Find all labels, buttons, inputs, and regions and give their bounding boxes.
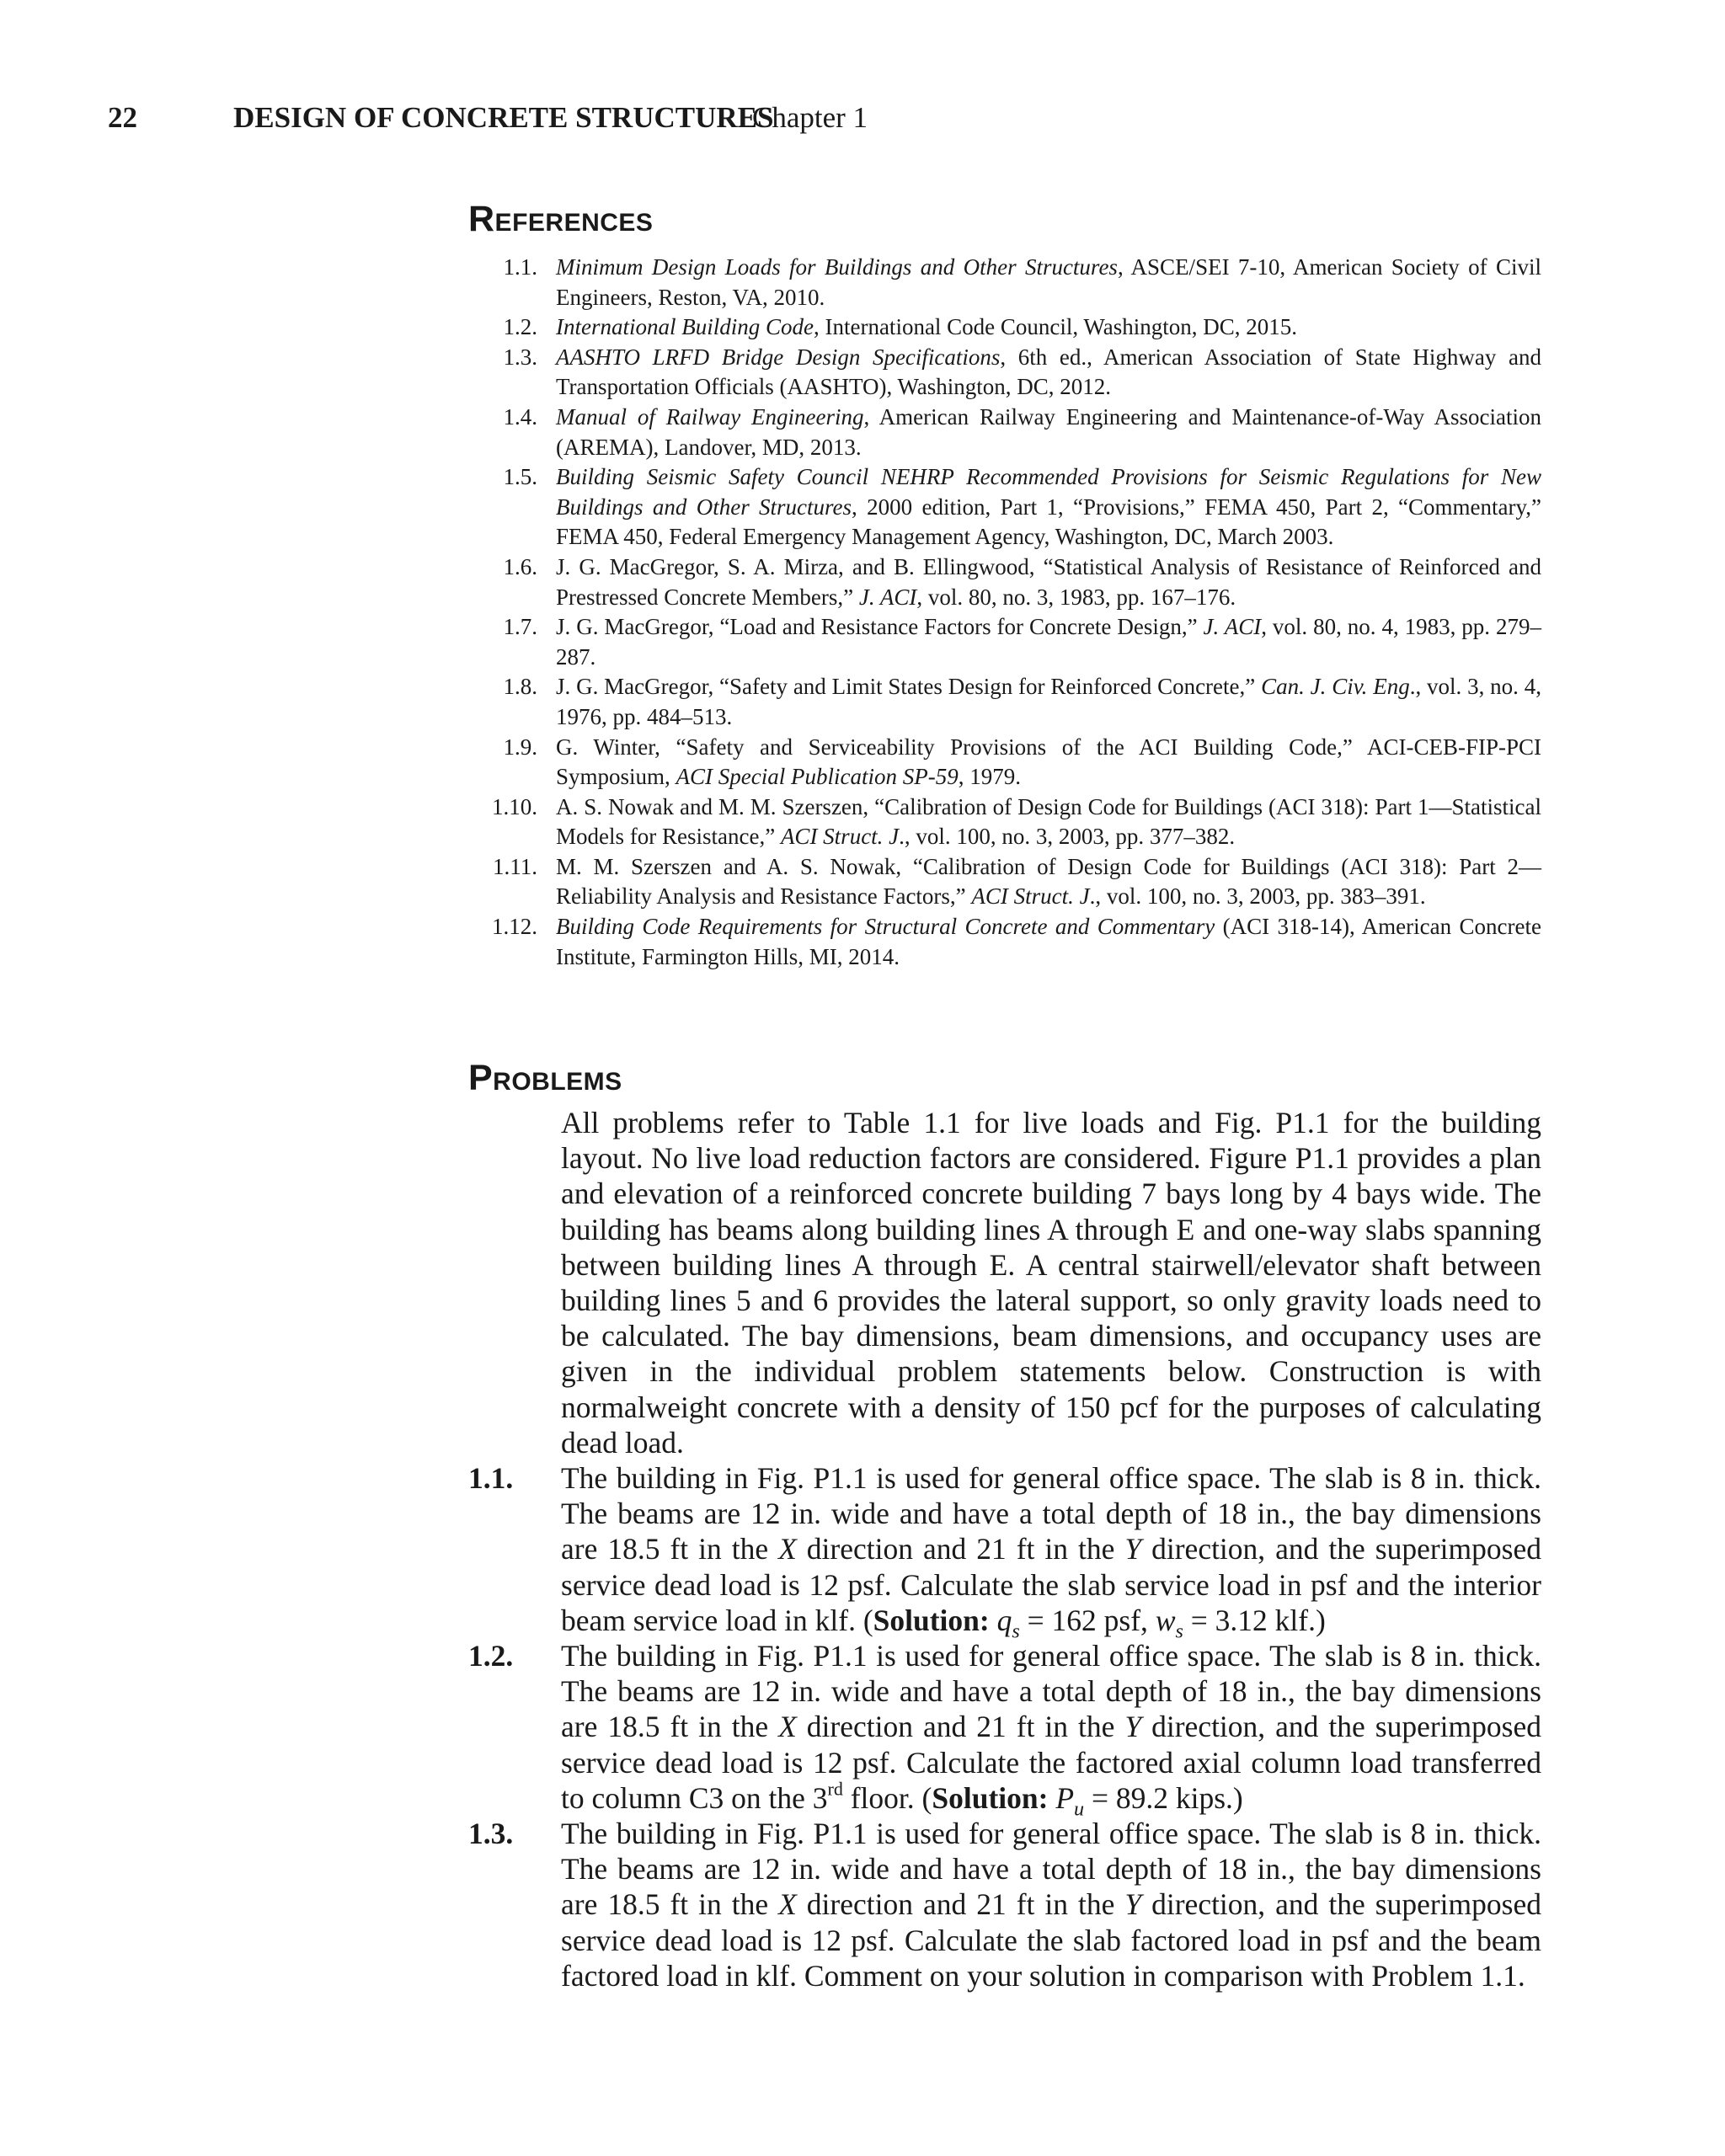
- problem-item-number: 1.1.: [468, 1461, 514, 1495]
- problem-item-text: The building in Fig. P1.1 is used for general office space. The slab is 8 in. thick. The beams are 12 in. wide and have a total depth of 18 in., the bay dimensions are 18.5 ft in the X direction and 21 ft in the Y direction, and the superimposed service dead load is 12 psf. Calculate the slab service load in psf and the interior beam service load in klf. (Solution: $q_s = 162$ psf, $w_s = 3.12$ klf.): [561, 1461, 1541, 1643]
- reference-item-text: Minimum Design Loads for Buildings and Other Structures, ASCE/SEI 7-10, American Society of Civil Engineers, Reston, VA, 2010.: [556, 254, 1541, 310]
- reference-item-number: 1.9.: [503, 734, 537, 760]
- reference-item-text: Manual of Railway Engineering, American Railway Engineering and Maintenance-of-Way Association (AREMA), Landover, MD, 2013.: [556, 403, 1542, 460]
- reference-item-text: J. G. MacGregor, “Safety and Limit States Design for Reinforced Concrete,” Can. J. Civ. Eng., vol. 3, no. 4, 1976, pp. 484–513.: [556, 674, 1541, 729]
- reference-item-text: A. S. Nowak and M. M. Szerszen, “Calibration of Design Code for Buildings (ACI 318): Part 1—Statistical Models for Resistance,” ACI Struct. J., vol. 100, no. 3, 2003, pp. 377–382.: [556, 793, 1541, 850]
- problem-item: [468, 1816, 1541, 1993]
- reference-item-text: Building Seismic Safety Council NEHRP Recommended Provisions for Seismic Regulations for New Buildings and Other Structures, 2000 edition, Part 1, “Provisions,” FEMA 450, Part 2, “Commentary,” FEMA 450, Federal Emergency Management Agency, Washington, DC, March 2003.: [556, 464, 1541, 550]
- reference-item: [468, 552, 1541, 612]
- problem-item-number: 1.3.: [468, 1817, 514, 1851]
- reference-item-text: International Building Code, International Code Council, Washington, DC, 2015.: [556, 314, 1297, 340]
- problem-item: [468, 1638, 1541, 1821]
- reference-item-number: 1.3.: [503, 344, 537, 370]
- reference-item: [468, 852, 1541, 912]
- reference-item-text: G. Winter, “Safety and Serviceability Provisions of the ACI Building Code,” ACI-CEB-FIP-PCI Symposium, ACI Special Publication SP-59, 1979.: [556, 734, 1541, 790]
- reference-item-number: 1.7.: [503, 614, 537, 640]
- reference-item-number: 1.10.: [492, 793, 537, 819]
- reference-item-text: M. M. Szerszen and A. S. Nowak, “Calibration of Design Code for Buildings (ACI 318): Part 2—Reliability Analysis and Resistance Factors,” ACI Struct. J., vol. 100, no. 3, 2003, pp. 383–391.: [556, 853, 1541, 910]
- page-number: 22: [108, 101, 137, 134]
- reference-item-text: Building Code Requirements for Structural Concrete and Commentary (ACI 318-14), American Concrete Institute, Farmington Hills, MI, 2014.: [556, 914, 1541, 969]
- problems-intro: All problems refer to Table 1.1 for live loads and Fig. P1.1 for the building layout. No live load reduction factors are considered. Figure P1.1 provides a plan and elevation of a reinforced concrete building 7 bays long by 4 bays wide. The building has beams along building lines A through E and one-way slabs spanning between building lines A through E. A central stairwell/elevator shaft between building lines 5 and 6 provides the lateral support, so only gravity loads need to be calculated. The bay dimensions, beam dimensions, and occupancy uses are given in the individual problem statements below. Construction is with normalweight concrete with a density of 150 pcf for the purposes of calculating dead load.: [561, 1106, 1541, 1460]
- reference-item-number: 1.4.: [503, 403, 537, 430]
- reference-item-number: 1.5.: [503, 464, 537, 490]
- reference-item: [468, 462, 1541, 552]
- reference-item: [468, 312, 1541, 343]
- reference-item-number: 1.11.: [493, 853, 537, 879]
- reference-item: [468, 733, 1541, 792]
- reference-item-number: 1.8.: [503, 674, 537, 700]
- reference-item: [468, 253, 1541, 312]
- reference-item: [468, 672, 1541, 732]
- problem-item-text: The building in Fig. P1.1 is used for general office space. The slab is 8 in. thick. The beams are 12 in. wide and have a total depth of 18 in., the bay dimensions are 18.5 ft in the X direction and 21 ft in the Y direction, and the superimposed service dead load is 12 psf. Calculate the slab factored load in psf and the beam factored load in klf. Comment on your solution in comparison with Problem 1.1.: [561, 1817, 1541, 1993]
- reference-item-number: 1.2.: [503, 314, 537, 340]
- reference-item-number: 1.1.: [503, 254, 537, 280]
- running-header-title: DESIGN OF CONCRETE STRUCTURES: [233, 101, 774, 134]
- reference-item-text: J. G. MacGregor, “Load and Resistance Factors for Concrete Design,” J. ACI, vol. 80, no. 4, 1983, pp. 279–287.: [556, 614, 1541, 670]
- references-list: [468, 253, 1541, 972]
- problems-heading: Problems: [468, 1058, 622, 1098]
- problem-item: [468, 1460, 1541, 1643]
- reference-item-text: AASHTO LRFD Bridge Design Specifications, 6th ed., American Association of State Highway and Transportation Officials (AASHTO), Washington, DC, 2012.: [556, 344, 1541, 400]
- reference-item: [468, 792, 1541, 852]
- reference-item-number: 1.12.: [492, 914, 537, 940]
- reference-item: [468, 612, 1541, 672]
- reference-item: [468, 403, 1541, 462]
- running-header-chapter: Chapter 1: [752, 101, 868, 134]
- reference-item-number: 1.6.: [503, 553, 537, 579]
- problem-item-text: The building in Fig. P1.1 is used for general office space. The slab is 8 in. thick. The beams are 12 in. wide and have a total depth of 18 in., the bay dimensions are 18.5 ft in the X direction and 21 ft in the Y direction, and the superimposed service dead load is 12 psf. Calculate the factored axial column load transferred to column C3 on the 3rd floor. (Solution: $P_u = 89.2$ kips.): [561, 1639, 1541, 1821]
- references-heading: References: [468, 199, 654, 239]
- problems-list: [468, 1460, 1541, 1993]
- reference-item-text: J. G. MacGregor, S. A. Mirza, and B. Ellingwood, “Statistical Analysis of Resistance of Reinforced and Prestressed Concrete Members,” J. ACI, vol. 80, no. 3, 1983, pp. 167–176.: [556, 553, 1541, 610]
- problem-item-number: 1.2.: [468, 1639, 514, 1673]
- reference-item: [468, 912, 1541, 972]
- reference-item: [468, 343, 1541, 403]
